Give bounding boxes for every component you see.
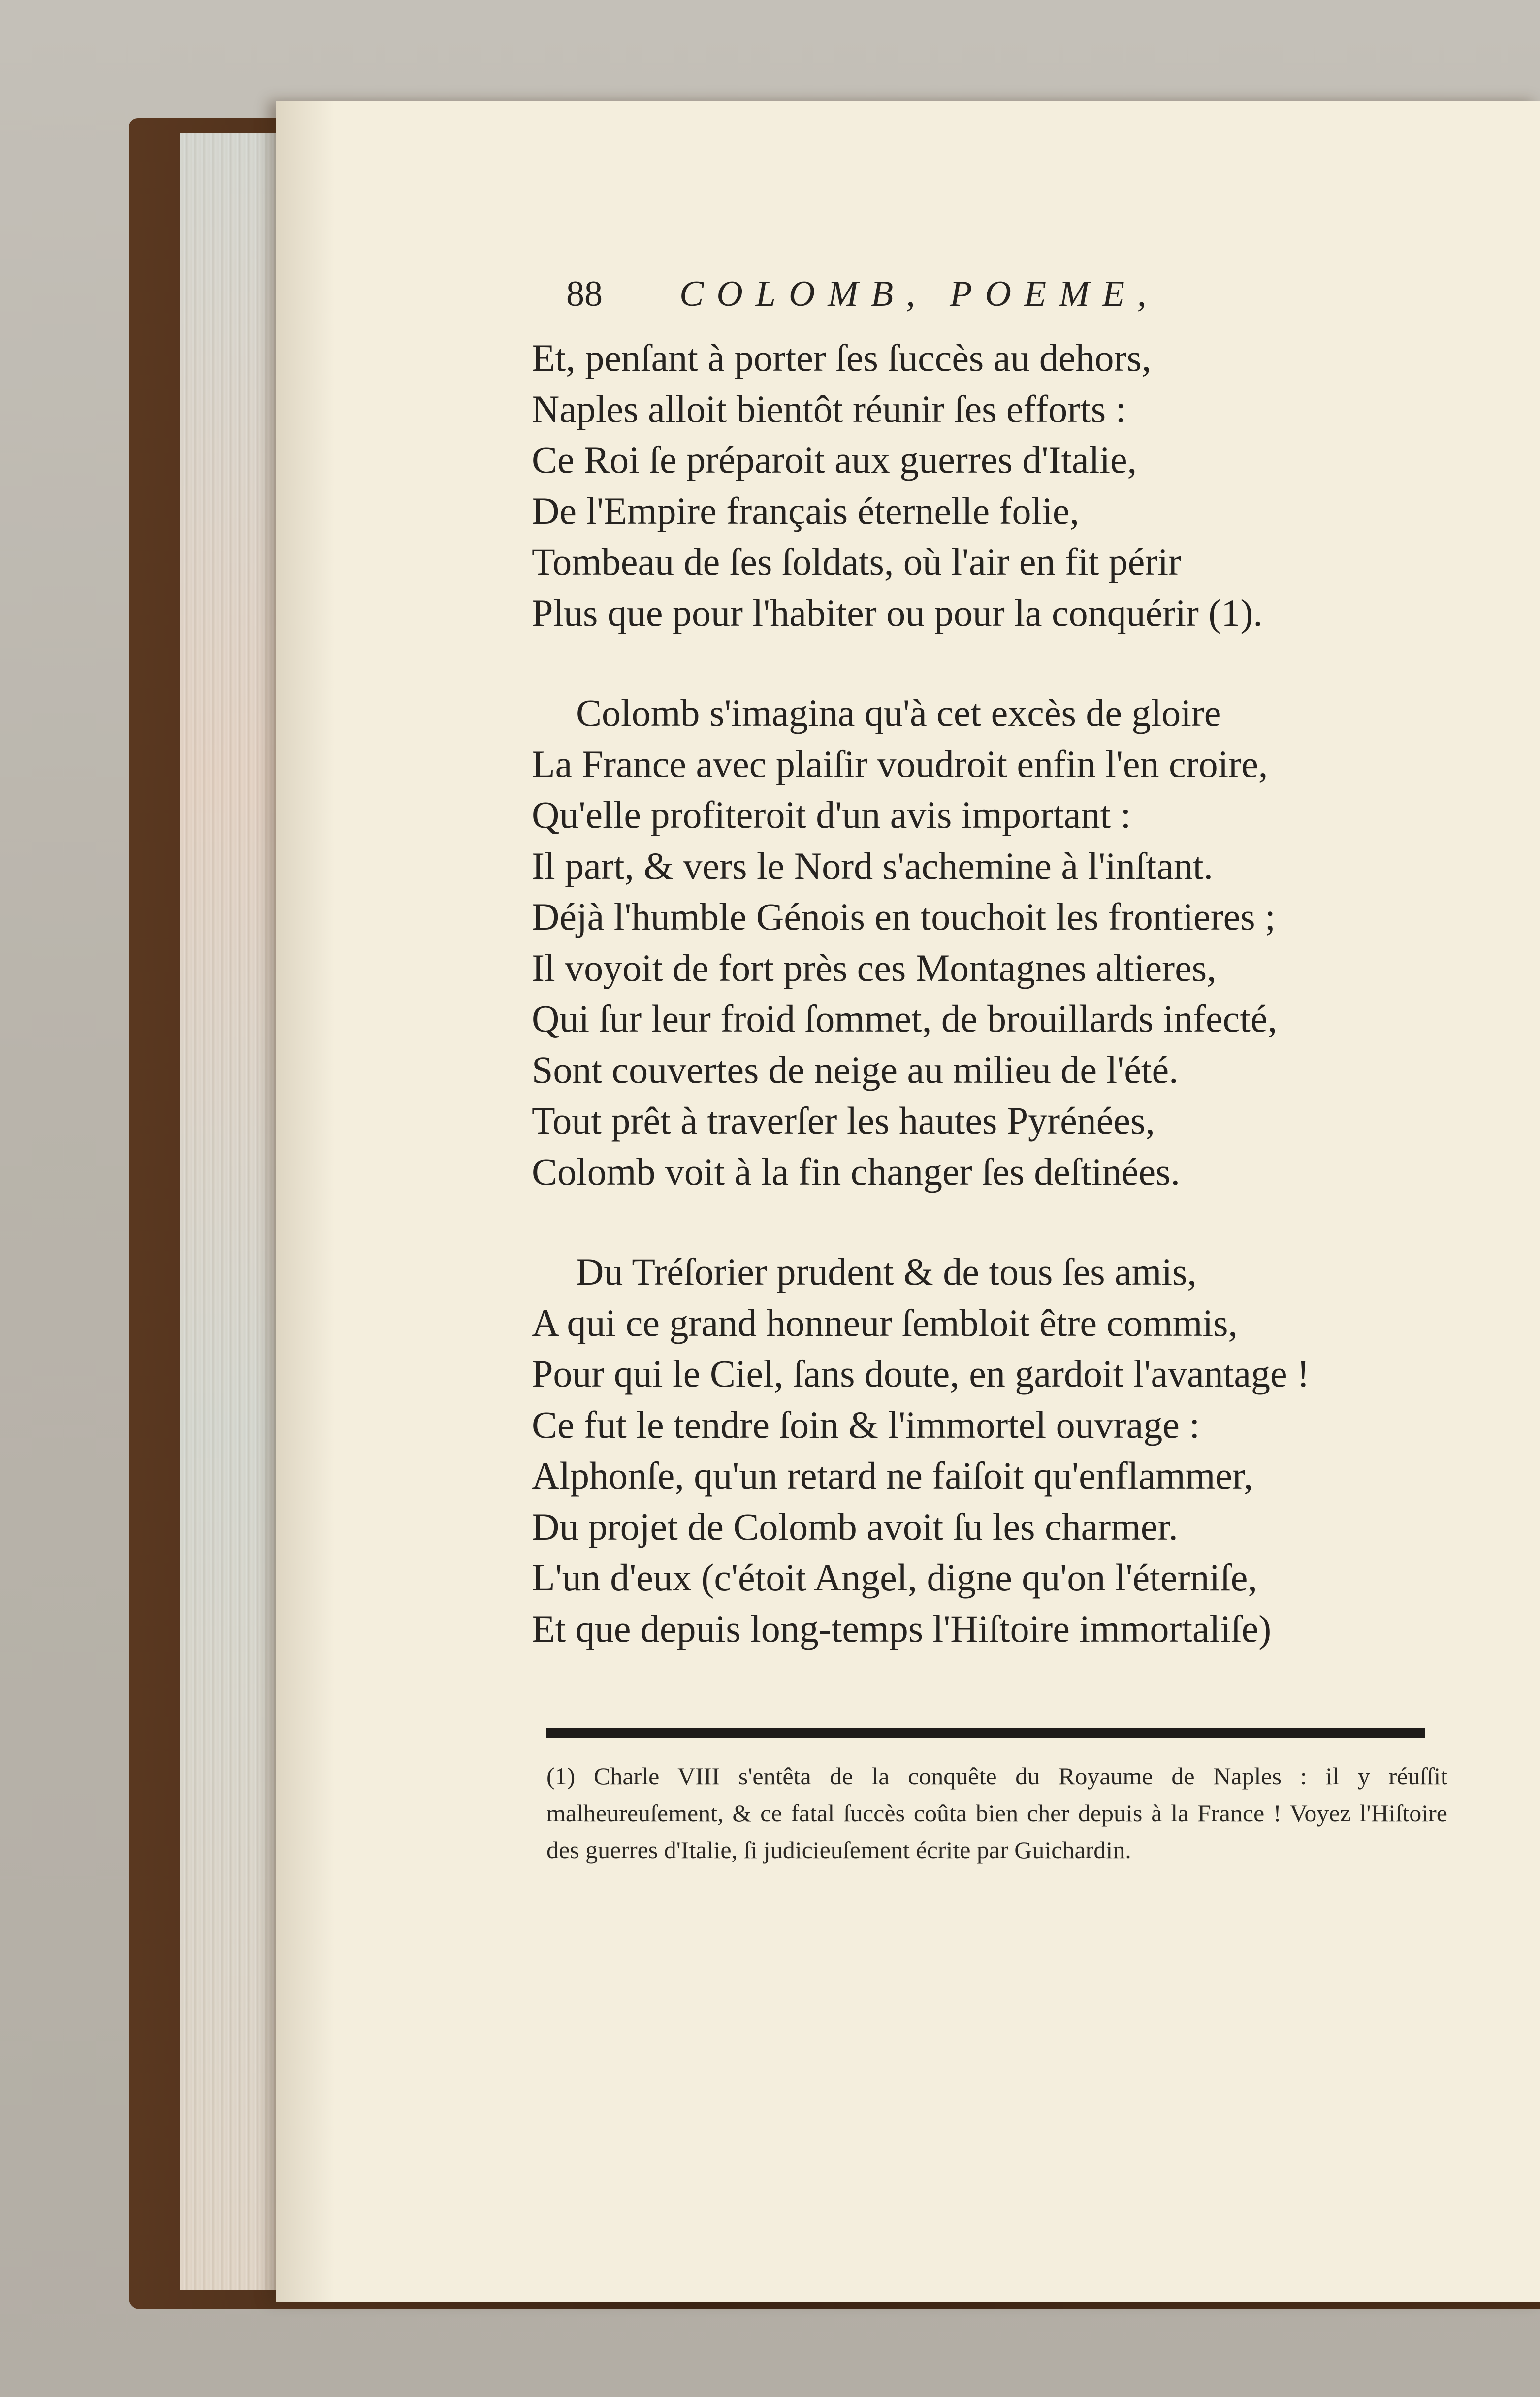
gutter-shadow — [276, 101, 335, 2302]
stanza-2 — [532, 687, 1477, 1197]
verse-line: Pour qui le Ciel, ſans doute, en gardoit l'avantage ! — [532, 1352, 1310, 1395]
verse-line: Ce Roi ſe préparoit aux guerres d'Italie, — [532, 438, 1137, 481]
verse-line: A qui ce grand honneur ſembloit être commis, — [532, 1301, 1238, 1344]
verse-line: Colomb s'imagina qu'à cet excès de gloire — [576, 691, 1221, 734]
verse-line: Qu'elle profiteroit d'un avis important : — [532, 793, 1131, 836]
footnote: (1) Charle VIII s'entêta de la conquête du Royaume de Naples : il y réuſſit malheureuſement, & ce fatal ſuccès coûta bien cher depuis à la France ! Voyez l'Hiſtoire des guerres d'Italie, ſi judicieuſement écrite par Guichardin. — [546, 1762, 1447, 1864]
verse-line: Alphonſe, qu'un retard ne faiſoit qu'enflammer, — [532, 1454, 1253, 1497]
running-head — [532, 273, 1477, 332]
verse-line: Tout prêt à traverſer les hautes Pyrénées, — [532, 1099, 1155, 1142]
verse-line: Il voyoit de fort près ces Montagnes altieres, — [532, 946, 1217, 989]
verse-line: Colomb voit à la fin changer ſes deſtinées. — [532, 1150, 1180, 1193]
page-text — [532, 273, 1477, 1654]
verse-line: Sont couvertes de neige au milieu de l'été. — [532, 1048, 1179, 1091]
verse-line: Et que depuis long-temps l'Hiſtoire immortaliſe) — [532, 1607, 1272, 1650]
verse-line: Du projet de Colomb avoit ſu les charmer. — [532, 1505, 1178, 1548]
verse-line: La France avec plaiſir voudroit enfin l'en croire, — [532, 742, 1268, 785]
verse-line: L'un d'eux (c'étoit Angel, digne qu'on l'éterniſe, — [532, 1556, 1257, 1599]
running-title: COLOMB, POEME, — [679, 274, 1159, 314]
stanza-gap — [532, 638, 1477, 687]
verse-line: Et, penſant à porter ſes ſuccès au dehors, — [532, 336, 1152, 379]
verse-line: Qui ſur leur froid ſommet, de brouillards infecté, — [532, 997, 1278, 1040]
stanza-3 — [532, 1246, 1477, 1654]
verse-line: De l'Empire français éternelle folie, — [532, 489, 1079, 532]
verse-line: Il part, & vers le Nord s'achemine à l'inſtant. — [532, 844, 1214, 887]
page-number: 88 — [566, 274, 603, 314]
verse-line: Déjà l'humble Génois en touchoit les frontieres ; — [532, 895, 1276, 938]
verse-line: Plus que pour l'habiter ou pour la conquérir (1). — [532, 591, 1263, 634]
verse-line: Ce fut le tendre ſoin & l'immortel ouvrage : — [532, 1403, 1200, 1446]
verse-line: Du Tréſorier prudent & de tous ſes amis, — [576, 1250, 1197, 1293]
verse-line: Tombeau de ſes ſoldats, où l'air en fit périr — [532, 540, 1182, 583]
verse-line: Naples alloit bientôt réunir ſes efforts : — [532, 387, 1126, 430]
stanza-gap — [532, 1197, 1477, 1246]
stanza-1 — [532, 332, 1477, 638]
footnote-rule — [546, 1728, 1425, 1738]
